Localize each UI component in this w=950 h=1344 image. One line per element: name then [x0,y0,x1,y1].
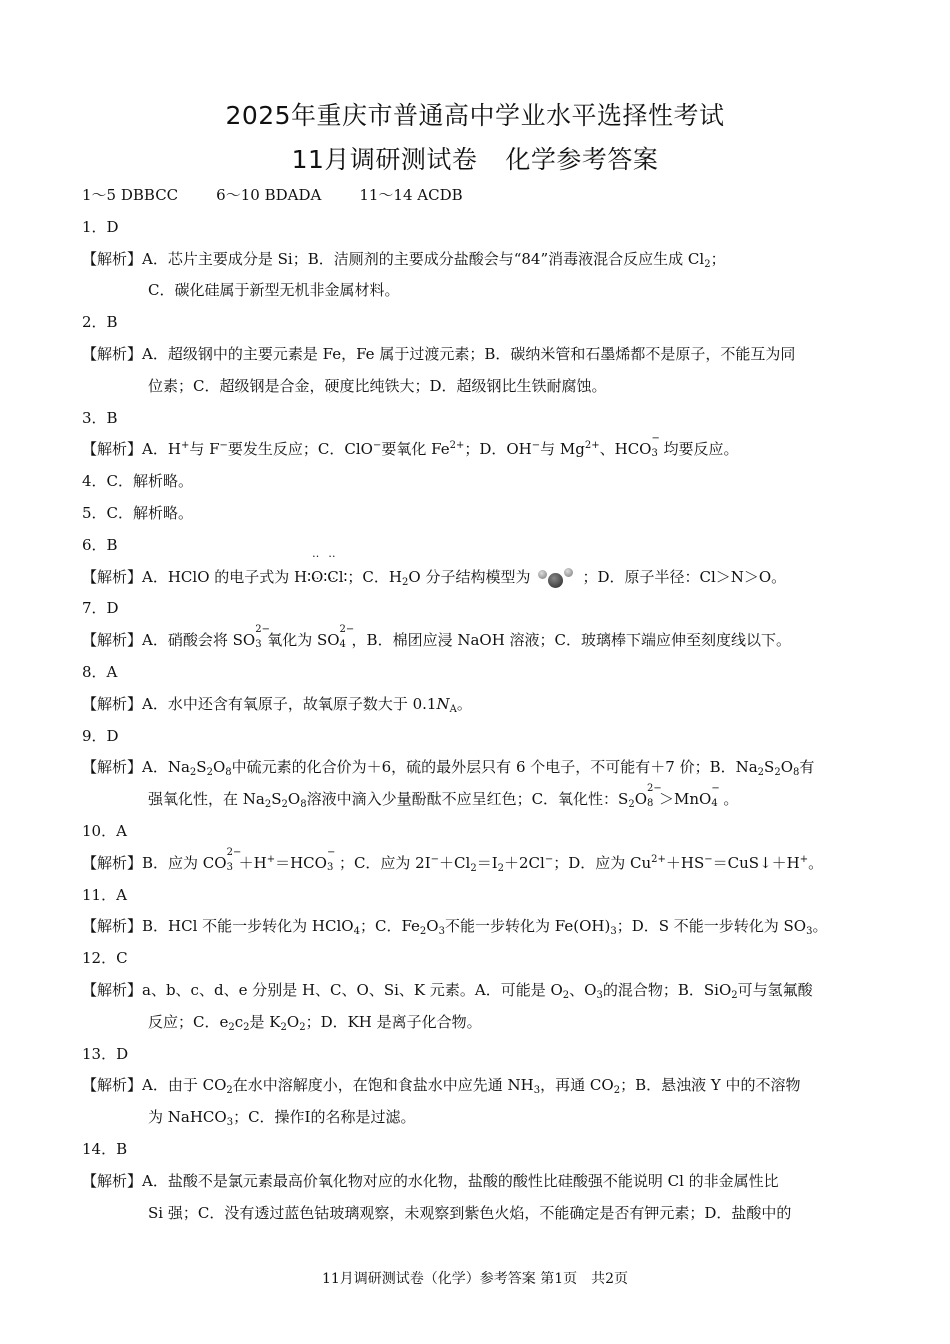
analysis-line: 【解析】a、b、c、d、e 分别是 H、C、O、Si、K 元素。A．可能是 $O_2$、$O_3$的混合物；B．SiO$_2$可与氢氟酸 [82,980,813,1001]
analysis-line: 【解析】B．应为 CO 2− 3 ＋H+＝HCO − 3 ；C．应为 $2I^-+Cl_2=I_2+2Cl^-$；D．应为 $Cu^{2+}+HS^-=CuS↓+H^+$。 [82,846,824,874]
analysis-line: 反应；C．$e_2c_2$是 $K_2O_2$；D．KH 是离子化合物。 [148,1012,482,1033]
analysis-line: 【解析】A．HClO 的电子式为 H∶‥ O ‥∶‥ Cl ‥∶；C．$H_2O$ 分子结构模型为 ；D．原子半径：Cl＞N＞O。 [82,562,872,594]
analysis-line: 【解析】A．芯片主要成分是 Si；B．洁厕剂的主要成分盐酸会与“84”消毒液混合反应生成 $Cl_2$； [82,249,726,270]
question-answer: 4．C．解析略。 [82,472,194,491]
question-answer: 5．C．解析略。 [82,503,194,522]
answer-key-group: 6～10 BDADA [216,186,322,204]
question-answer: 7．D [82,599,119,618]
analysis-line: 【解析】A．盐酸不是氯元素最高价氧化物对应的水化物，盐酸的酸性比硅酸强不能说明 Cl 的非金属性比 [82,1171,779,1190]
question-answer: 12．C [82,949,128,968]
analysis-line: 【解析】A．水中还含有氧原子，故氧原子数大于 $0.1N_A$。 [82,694,472,715]
analysis-tag: 【解析】 [82,344,143,363]
question-answer: 13．D [82,1044,129,1063]
question-answer: 11．A [82,885,127,904]
question-answer: 10．A [82,821,127,840]
exam-title: 2025年重庆市普通高中学业水平选择性考试 [225,101,725,130]
analysis-line: C．碳化硅属于新型无机非金属材料。 [148,281,400,300]
electron-dot-atom: ‥ Cl ‥ [327,562,343,594]
analysis-tag: 【解析】 [82,249,143,268]
question-answer: 6．B [82,535,118,554]
analysis-tag: 【解析】 [82,758,143,777]
water-molecule-model-icon [536,568,576,588]
analysis-line: 【解析】A．$Na_2S_2O_8$中硫元素的化合价为＋6，硫的最外层只有 6 个电子，不可能有＋7 价；B．$Na_2S_2O_8$有 [82,758,815,779]
analysis-tag: 【解析】 [82,631,143,650]
analysis-line: 【解析】B．HCl 不能一步转化为 HClO$_4$；C．$Fe_2O_3$不能一步转化为 $Fe(OH)_3$；D．S 不能一步转化为 $SO_3$。 [82,917,828,938]
subject-title: 化学参考答案 [505,145,659,174]
analysis-line: 【解析】A．超级钢中的主要元素是 Fe，Fe 属于过渡元素；B．碳纳米管和石墨烯都不是原子，不能互为同 [82,344,796,363]
question-answer: 1．D [82,217,119,236]
answer-key-title [0,140,950,176]
analysis-tag: 【解析】 [82,1171,143,1190]
analysis-line: 【解析】A．硝酸会将 SO 2− 3 氧化为 SO 2− 4 ，B．棉团应浸 NaOH 溶液；C．玻璃棒下端应伸至刻度线以下。 [82,624,792,651]
answer-key-summary [82,180,872,212]
answer-key-group: 11～14 ACDB [359,186,463,204]
question-answer: 2．B [82,313,118,332]
question-answer: 8．A [82,662,118,681]
analysis-tag: 【解析】 [82,567,143,586]
analysis-line: 强氧化性，在 $Na_2S_2O_8$溶液中滴入少量酚酞不应呈红色；C．氧化性：$S_2O$ 2− 8 ＞MnO − 4 。 [148,783,739,811]
question-answer: 9．D [82,726,119,745]
analysis-line: 【解析】A．由于 $CO_2$在水中溶解度小，在饱和食盐水中应先通 $NH_3$，再通 $CO_2$；B．悬浊液 Y 中的不溶物 [82,1076,801,1097]
question-list [82,212,872,1230]
exam-subtitle: 11月调研测试卷 [291,145,478,174]
analysis-line: 【解析】A．H+与 F−要发生反应；C．ClO−要氧化 $Fe^{2+}$；D．OH−与 $Mg^{2+}$、HCO − 3 均要反应。 [82,433,739,460]
analysis-line: 位素；C．超级钢是合金，硬度比纯铁大；D．超级钢比生铁耐腐蚀。 [148,376,607,395]
answer-content [82,180,872,1229]
analysis-tag: 【解析】 [82,1076,143,1095]
question-answer: 14．B [82,1139,128,1158]
analysis-tag: 【解析】 [82,980,143,999]
page-footer: 11月调研测试卷（化学）参考答案 第1页 共2页 [321,1271,629,1287]
analysis-line: 为 NaHCO$_3$；C．操作Ⅰ的名称是过滤。 [148,1108,416,1129]
analysis-line: Si 强；C．没有透过蓝色钴玻璃观察，未观察到紫色火焰，不能确定是否有钾元素；D．盐酸中的 [148,1203,792,1222]
question-answer: 3．B [82,408,118,427]
electron-dot-atom: ‥ O ‥ [311,562,323,594]
analysis-tag: 【解析】 [82,853,143,872]
answer-key-group: 1～5 DBBCC [82,186,179,204]
analysis-tag: 【解析】 [82,694,143,713]
analysis-tag: 【解析】 [82,440,143,459]
analysis-tag: 【解析】 [82,917,143,936]
